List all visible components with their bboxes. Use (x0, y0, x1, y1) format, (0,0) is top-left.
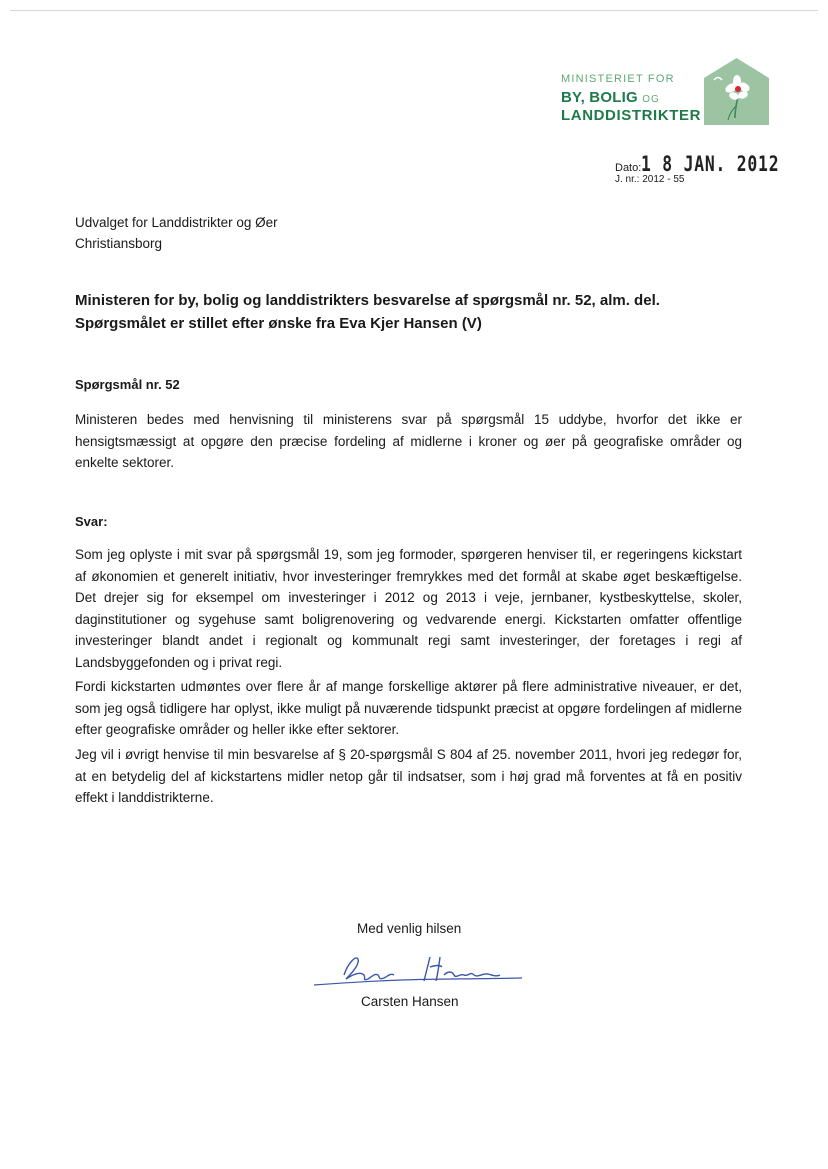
date-row (615, 152, 815, 176)
answer-label: Svar: (75, 514, 108, 529)
heading-line-2: Spørgsmålet er stillet efter ønske fra Eva Kjer Hansen (V) (75, 315, 482, 332)
answer-paragraph-3: Jeg vil i øvrigt henvise til min besvarelse af § 20-spørgsmål S 804 af 25. november 2011, hvori jeg redegør for, at en betydelig del af kickstartens midler netop går til indsatser, som i høj grad må forventes at få en positiv effekt i landdistrikterne. (75, 747, 742, 805)
heading-line-1: Ministeren for by, bolig og landdistrikters besvarelse af spørgsmål nr. 52, alm. del. (75, 292, 660, 309)
closing-greeting: Med venlig hilsen (357, 921, 462, 936)
ministry-logo (561, 56, 773, 126)
handwritten-signature (312, 945, 527, 995)
addressee-line-1: Udvalget for Landdistrikter og Øer (75, 215, 278, 230)
logo-line-1: MINISTERIET FOR (561, 73, 675, 85)
addressee (75, 212, 278, 254)
addressee-line-2: Christiansborg (75, 236, 163, 251)
date-stamp: 1 8 JAN. 2012 (641, 152, 780, 176)
signatory-name: Carsten Hansen (361, 994, 459, 1009)
house-flower-icon (704, 58, 769, 125)
journal-number: J. nr.: 2012 - 55 (615, 174, 685, 185)
answer-paragraph-2: Fordi kickstarten udmøntes over flere år af mange forskellige aktører på flere administrative niveauer, er det, som jeg også tidligere har oplyst, ikke muligt på nuværende tidspunkt præcist at opgøre fordelingen af midlerne efter geografiske områder og heller ikke efter sektorer. (75, 679, 742, 737)
date-label: Dato: (615, 162, 642, 174)
logo-line-3: LANDDISTRIKTER (561, 107, 702, 124)
date-block (615, 152, 815, 185)
logo-line-2-main: BY, BOLIG (561, 89, 638, 106)
question-label: Spørgsmål nr. 52 (75, 377, 180, 392)
logo-line-2-og: OG (642, 94, 660, 105)
page-top-rule (10, 10, 818, 11)
logo-line-2 (561, 90, 701, 105)
answer-paragraph-1: Som jeg oplyste i mit svar på spørgsmål 19, som jeg formoder, spørgeren henviser til, er regeringens kickstart af økonomien et generelt initiativ, hvor investeringer fremrykkes med det formål at skabe øget beskæftigelse. Det drejer sig for eksempel om investeringer i 2012 og 2013 i veje, jernbaner, kystbeskyttelse, skoler, daginstitutioner og sygehuse samt boligrenovering og vedvarende energi. Kickstarten omfatter offentlige investeringer blandt andet i regionalt og kommunalt regi samt investeringer, der foretages i regi af Landsbyggefonden og i privat regi. (75, 547, 742, 670)
question-text: Ministeren bedes med henvisning til ministerens svar på spørgsmål 15 uddybe, hvorfor det ikke er hensigtsmæssigt at opgøre den præcise fordeling af midlerne i kroner og øer på geografiske områder og enkelte sektorer. (75, 412, 742, 470)
logo-text (561, 74, 701, 123)
letter-heading (75, 289, 755, 335)
